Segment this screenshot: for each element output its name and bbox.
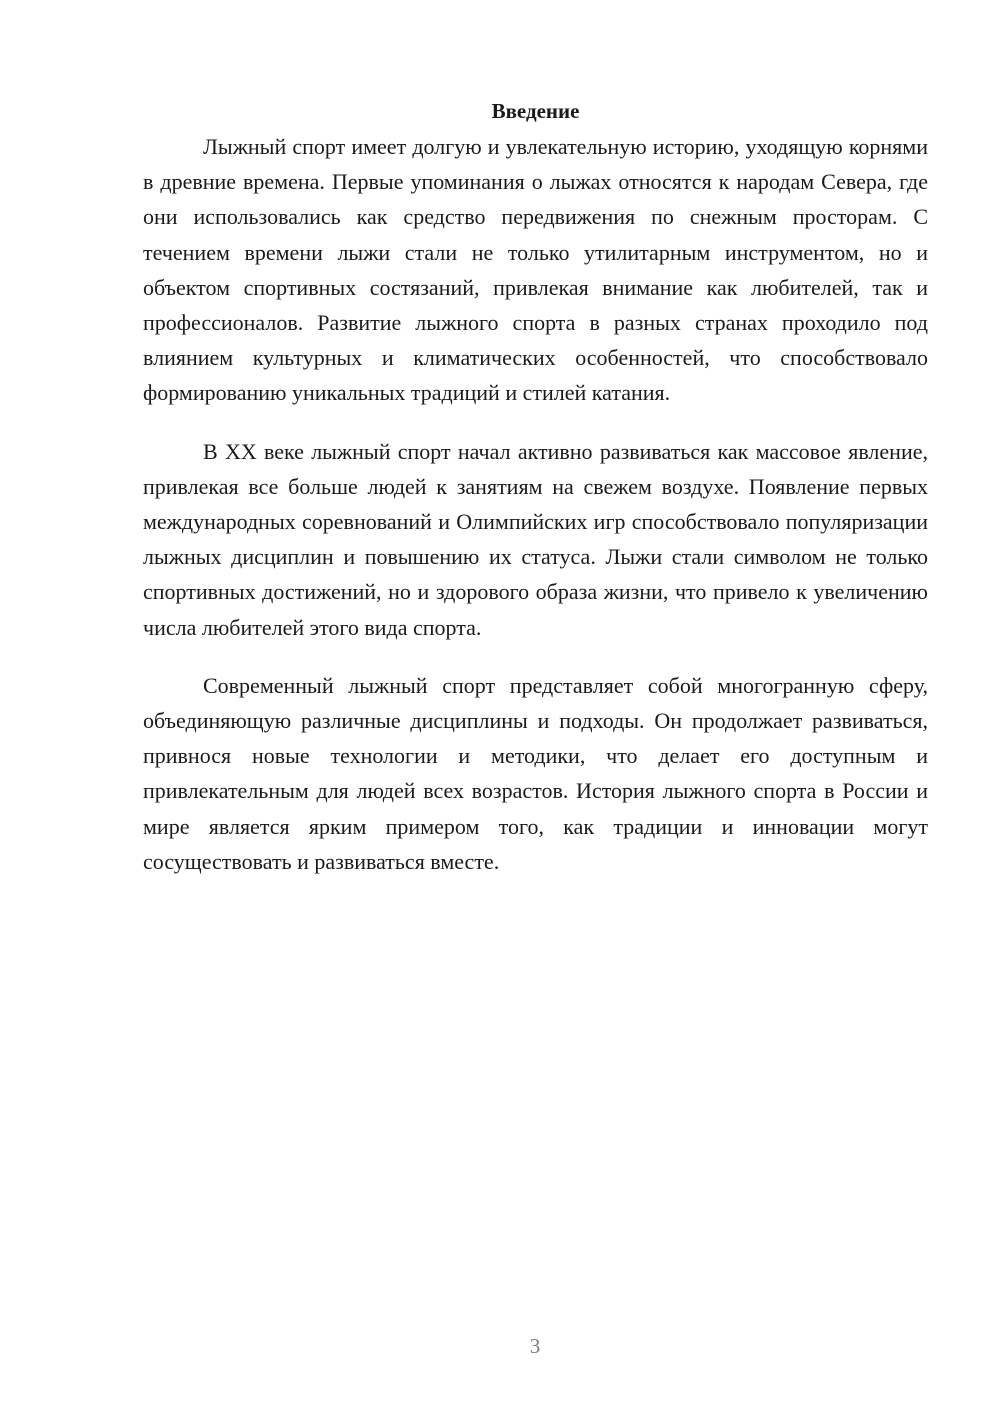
document-body [143,96,928,902]
page-number: 3 [529,1334,541,1358]
paragraph-1: Лыжный спорт имеет долгую и увлекательную историю, уходящую корнями в древние времена. Первые упоминания о лыжах относятся к народам Севера, где они использовались как средство передвижения по снежным просторам. С течением времени лыжи стали не только утилитарным инструментом, но и объектом спортивных состязаний, привлекая внимание как любителей, так и профессионалов. Развитие лыжного спорта в разных странах проходило под влиянием культурных и климатических особенностей, что способствовало формированию уникальных традиций и стилей катания. [143,134,928,406]
paragraph-2: В XX веке лыжный спорт начал активно развиваться как массовое явление, привлекая все больше людей к занятиям на свежем воздухе. Появление первых международных соревнований и Олимпийских игр способствовало популяризации лыжных дисциплин и повышению их статуса. Лыжи стали символом не только спортивных достижений, но и здорового образа жизни, что привело к увеличению числа любителей этого вида спорта. [143,438,928,640]
paragraph-3: Современный лыжный спорт представляет собой многогранную сферу, объединяющую различные дисциплины и подходы. Он продолжает развиваться, привнося новые технологии и методики, что делает его доступным и привлекательным для людей всех возрастов. История лыжного спорта в России и мире является ярким примером того, как традиции и инновации могут сосуществовать и развиваться вместе. [143,672,928,874]
section-heading: Введение [491,99,580,123]
